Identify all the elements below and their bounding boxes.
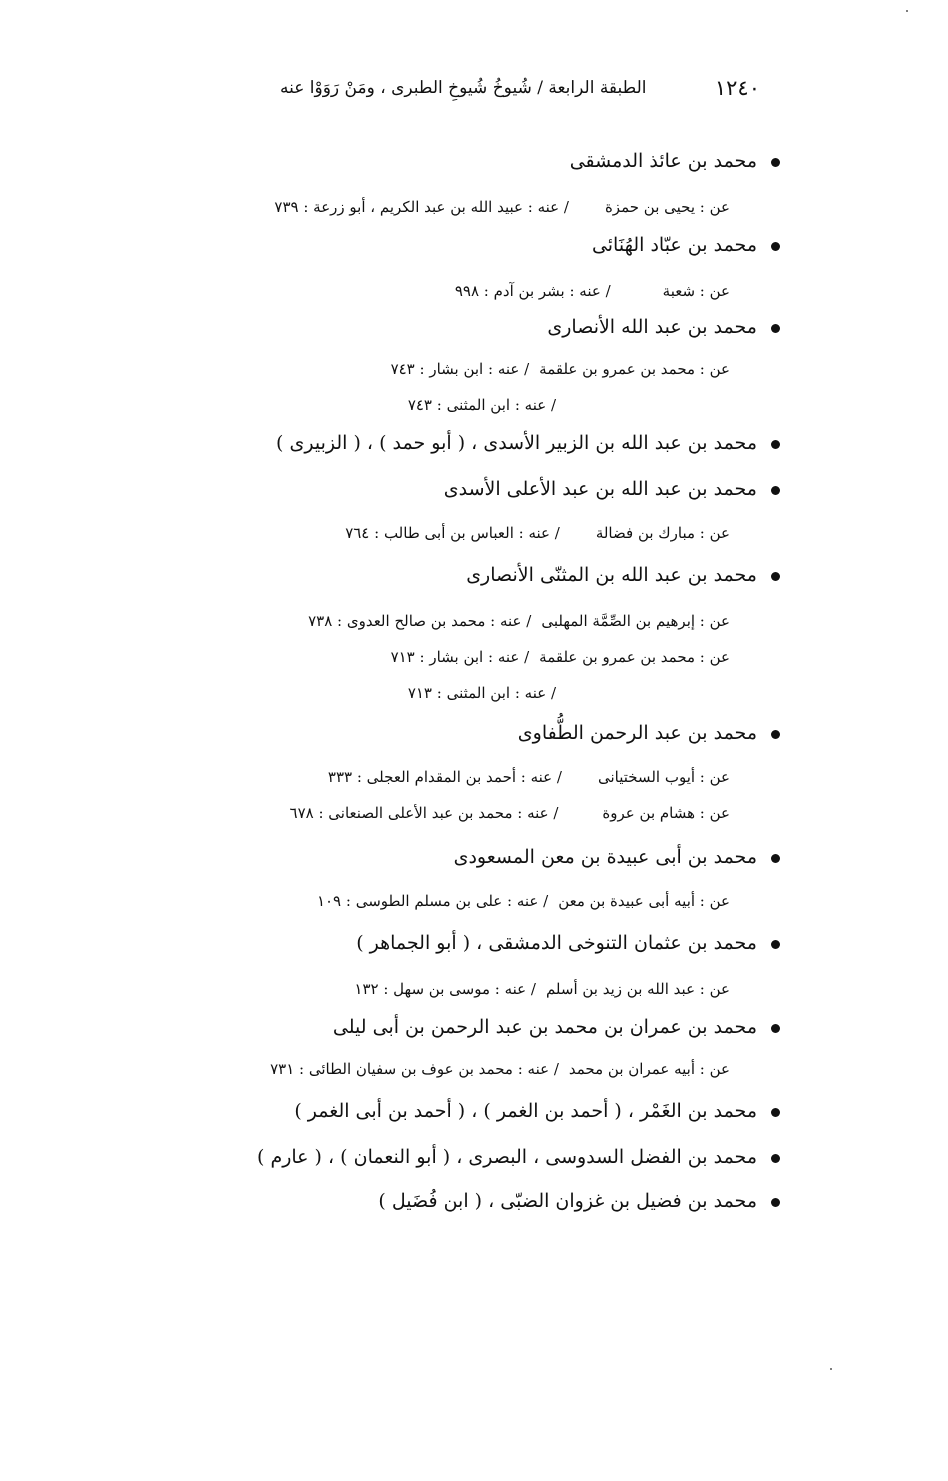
entry-name: محمد بن عمران بن محمد بن عبد الرحمن بن أبى ليلى — [333, 1016, 780, 1038]
bullet-icon — [771, 1108, 780, 1117]
running-title: الطبقة الرابعة / شُيوخُ شُيوخِ الطبرى ، ومَنْ رَوَوْا عنه — [280, 78, 647, 98]
entry-name: محمد بن عبد الله بن المثنّى الأنصارى — [466, 564, 780, 586]
bullet-icon — [771, 486, 780, 495]
bullet-icon — [771, 1024, 780, 1033]
narration-line: عن : مبارك بن فضالة/ عنه : العباس بن أبى طالب : ٧٦٤ — [345, 524, 730, 542]
bullet-icon — [771, 158, 780, 167]
bullet-icon — [771, 854, 780, 863]
bullet-icon — [771, 242, 780, 251]
narration-line: عن : إبرهيم بن الصِّمَّة المهلبى/ عنه : محمد بن صالح العدوى : ٧٣٨ — [308, 612, 730, 630]
entry-name: محمد بن عثمان التنوخى الدمشقى ، ( أبو الجماهر ) — [356, 932, 780, 954]
entry-name: محمد بن فضيل بن غزوان الضبّى ، ( ابن فُضَيل ) — [378, 1190, 780, 1212]
entry-name: محمد بن عبد الرحمن الطُّفاوى — [518, 722, 780, 744]
narration-line: عن : يحيى بن حمزة/ عنه : عبيد الله بن عبد الكريم ، أبو زرعة : ٧٣٩ — [274, 198, 730, 216]
entry-name: محمد بن عبد الله بن عبد الأعلى الأسدى — [444, 478, 780, 500]
entry-name: محمد بن أبى عبيدة بن معن المسعودى — [454, 846, 780, 868]
narration-line: / عنه : ابن المثنى : ٧١٣ — [407, 684, 556, 702]
entry-name: محمد بن عبد الله بن الزبير الأسدى ، ( أبو حمد ) ، ( الزبيرى ) — [276, 432, 780, 454]
bullet-icon — [771, 940, 780, 949]
entry-name: محمد بن عبّاد الهُنَائى — [592, 234, 780, 256]
page-number: ١٢٤٠ — [714, 76, 760, 100]
bullet-icon — [771, 324, 780, 333]
entry-name: محمد بن عبد الله الأنصارى — [547, 316, 780, 338]
entry-name: محمد بن الغَمْر ، ( أحمد بن الغمر ) ، ( أحمد بن أبى الغمر ) — [294, 1100, 780, 1122]
narration-line: عن : شعبة/ عنه : بشر بن آدم : ٩٩٨ — [454, 282, 730, 300]
scan-speck — [830, 1368, 832, 1370]
page-header — [280, 76, 760, 110]
bullet-icon — [771, 440, 780, 449]
bullet-icon — [771, 1154, 780, 1163]
scan-speck — [906, 10, 908, 12]
narration-line: عن : هشام بن عروة/ عنه : محمد بن عبد الأعلى الصنعانى : ٦٧٨ — [289, 804, 730, 822]
bullet-icon — [771, 572, 780, 581]
narration-line: عن : أيوب السختيانى/ عنه : أحمد بن المقدام العجلى : ٣٣٣ — [327, 768, 730, 786]
entry-name: محمد بن الفضل السدوسى ، البصرى ، ( أبو النعمان ) ، ( عارم ) — [257, 1146, 780, 1168]
narration-line: عن : أبيه أبى عبيدة بن معن/ عنه : على بن مسلم الطوسى : ١٠٩ — [316, 892, 730, 910]
bullet-icon — [771, 1198, 780, 1207]
narration-line: عن : عبد الله بن زيد بن أسلم/ عنه : موسى بن سهل : ١٣٢ — [354, 980, 730, 998]
bullet-icon — [771, 730, 780, 739]
entry-name: محمد بن عائذ الدمشقى — [570, 150, 780, 172]
narration-line: / عنه : ابن المثنى : ٧٤٣ — [407, 396, 556, 414]
narration-line: عن : محمد بن عمرو بن علقمة/ عنه : ابن بشار : ٧١٣ — [390, 648, 730, 666]
narration-line: عن : أبيه عمران بن محمد/ عنه : محمد بن عوف بن سفيان الطائى : ٧٣١ — [270, 1060, 730, 1078]
narration-line: عن : محمد بن عمرو بن علقمة/ عنه : ابن بشار : ٧٤٣ — [390, 360, 730, 378]
